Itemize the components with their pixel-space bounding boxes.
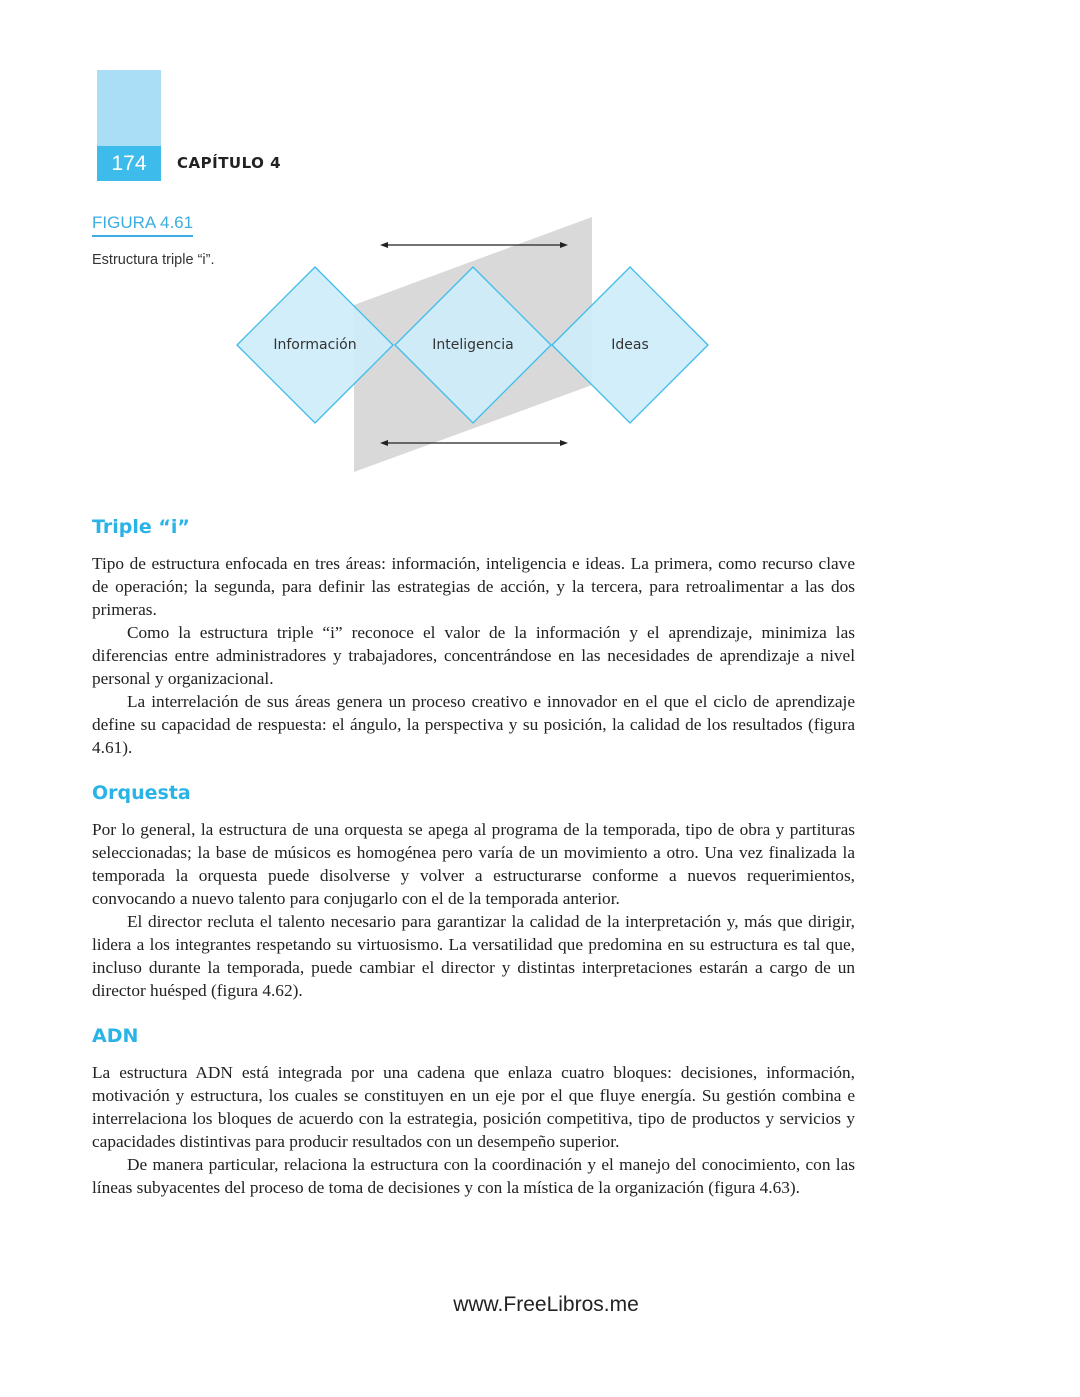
paragraph: Por lo general, la estructura de una orquesta se apega al programa de la temporada, tipo de obra y partituras seleccionadas; la base de músicos es homogénea pero varía de un movimiento a otro. Una vez finalizada la temporada la orquesta puede disolverse y volver a estructurarse conforme a nuevos requerimientos, convocando a nuevo talento para conjugarlo con el de la temporada anterior. <box>92 820 855 908</box>
section-heading: ADN <box>92 1025 139 1047</box>
paragraph: El director recluta el talento necesario para garantizar la calidad de la interpretación y, más que dirigir, lidera a los integrantes respetando su virtuosismo. La versatilidad que predomina en su estructura es tal que, incluso durante la temporada, puede cambiar el director y distintas interpretaciones estarán a cargo de un director huésped (figura 4.62). <box>92 912 855 1000</box>
footer-url: www.FreeLibros.me <box>453 1293 639 1316</box>
page-number: 174 <box>97 146 161 181</box>
chapter-title: CAPÍTULO 4 <box>177 154 282 172</box>
paragraph: Tipo de estructura enfocada en tres áreas: información, inteligencia e ideas. La primera, como recurso clave de operación; la segunda, para definir las estrategias de acción, y la tercera, para retroalimentar a las dos primeras. <box>92 554 855 619</box>
figure-label: FIGURA 4.61 <box>92 213 193 237</box>
section-body <box>92 1061 855 1199</box>
figure-caption: Estructura triple “i”. <box>92 252 215 268</box>
node-label: Inteligencia <box>432 337 514 353</box>
section-heading: Orquesta <box>92 782 191 804</box>
node-label: Información <box>273 337 357 353</box>
triple-i-diagram <box>0 0 1080 500</box>
paragraph: La estructura ADN está integrada por una cadena que enlaza cuatro bloques: decisiones, información, motivación y estructura, los cuales se constituyen en un eje por el que fluye energía. Su gestión combina e interrelaciona los bloques de acuerdo con la estrategia, posición competitiva, tipo de productos y servicios y capacidades distintivas para producir resultados con un desempeño superior. <box>92 1063 855 1151</box>
section-body <box>92 552 855 759</box>
node-label: Ideas <box>611 337 649 353</box>
section-heading: Triple “i” <box>92 516 190 538</box>
paragraph: La interrelación de sus áreas genera un proceso creativo e innovador en el que el ciclo de aprendizaje define su capacidad de respuesta: el ángulo, la perspectiva y su posición, la calidad de los resultados (figura 4.61). <box>92 692 855 757</box>
paragraph: Como la estructura triple “i” reconoce el valor de la información y el aprendizaje, minimiza las diferencias entre administradores y trabajadores, concentrándose en las necesidades de aprendizaje a nivel personal y organizacional. <box>92 623 855 688</box>
section-body <box>92 818 855 1002</box>
paragraph: De manera particular, relaciona la estructura con la coordinación y el manejo del conocimiento, con las líneas subyacentes del proceso de toma de decisiones y con la mística de la organización (figura 4.63). <box>92 1155 855 1197</box>
